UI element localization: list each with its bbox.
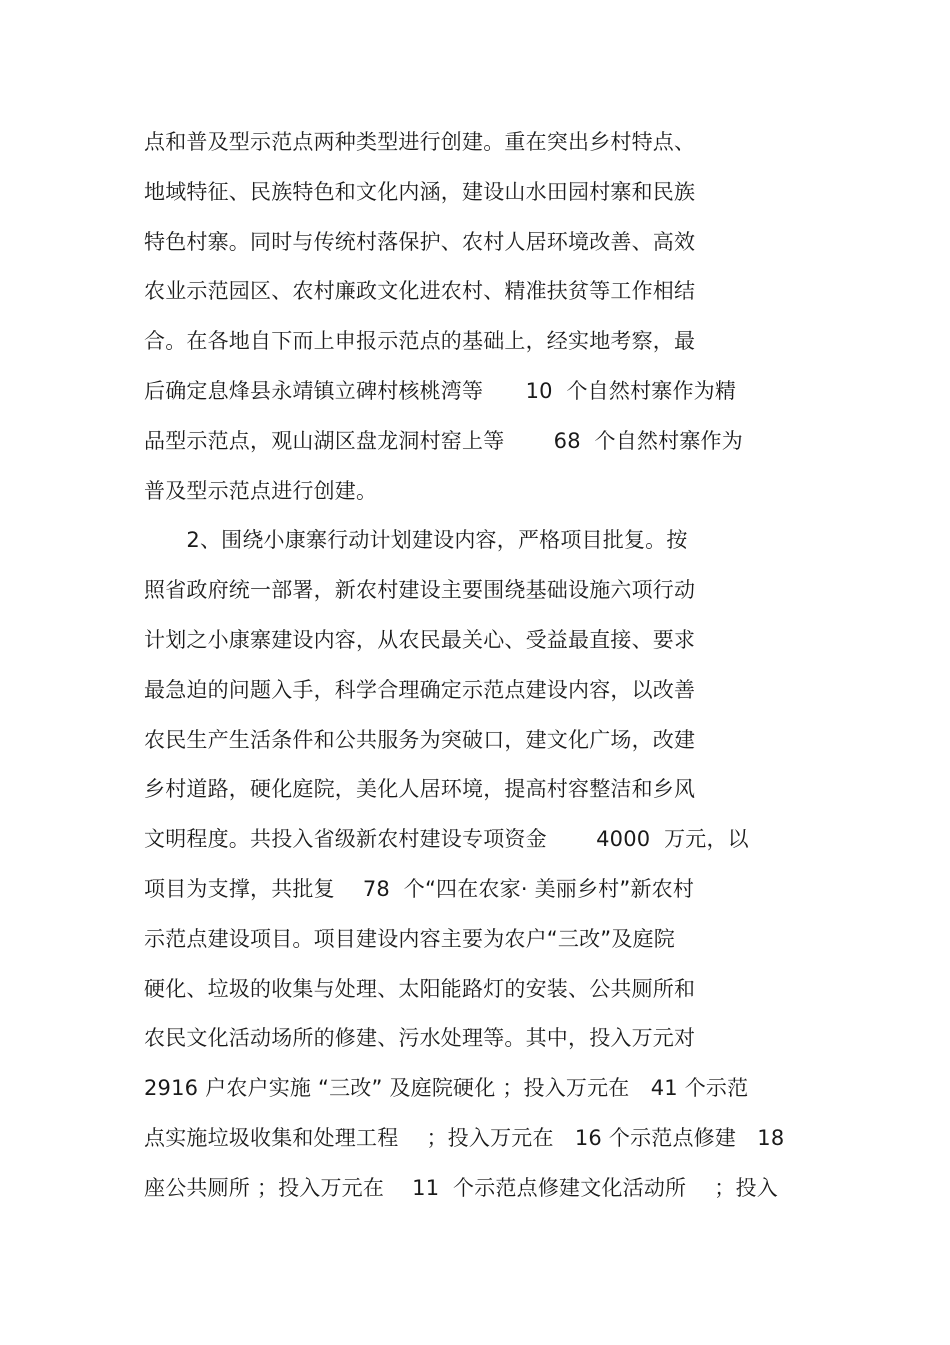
text-line: 点实施垃圾收集和处理工程 ；投入万元在 16 个示范点修建 18 (144, 1125, 785, 1150)
text-line: 农民文化活动场所的修建、污水处理等。其中，投入万元对 (144, 1026, 696, 1051)
document-body (144, 121, 824, 1217)
text-line: 合。在各地自下而上申报示范点的基础上，经实地考察，最 (144, 329, 696, 354)
text-line: 硬化、垃圾的收集与处理、太阳能路灯的安装、公共厕所和 (144, 976, 696, 1001)
text-line: 农业示范园区、农村廉政文化进农村、精准扶贫等工作相结 (144, 279, 696, 304)
text-line: 品型示范点，观山湖区盘龙洞村窑上等 68 个自然村寨作为 (144, 428, 743, 453)
text-line: 示范点建设项目。项目建设内容主要为农户“三改”及庭院 (144, 926, 675, 951)
text-line: 计划之小康寨建设内容，从农民最关心、受益最直接、要求 (144, 627, 696, 652)
text-line: 项目为支撑，共批复 78 个“四在农家· 美丽乡村”新农村 (144, 876, 695, 901)
text-line: 地域特征、民族特色和文化内涵，建设山水田园村寨和民族 (144, 179, 696, 204)
text-line: 特色村寨。同时与传统村落保护、农村人居环境改善、高效 (144, 229, 696, 254)
text-line: 文明程度。共投入省级新农村建设专项资金 4000 万元，以 (144, 827, 749, 852)
text-line: 普及型示范点进行创建。 (144, 478, 378, 503)
text-line: 最急迫的问题入手，科学合理确定示范点建设内容，以改善 (144, 677, 696, 702)
text-line: 后确定息烽县永靖镇立碑村核桃湾等 10 个自然村寨作为精 (144, 378, 737, 403)
text-line: 照省政府统一部署，新农村建设主要围绕基础设施六项行动 (144, 578, 696, 603)
text-line: 乡村道路，硬化庭院，美化人居环境，提高村容整洁和乡风 (144, 777, 696, 802)
text-line: 农民生产生活条件和公共服务为突破口，建文化广场，改建 (144, 727, 696, 752)
text-line: 点和普及型示范点两种类型进行创建。重在突出乡村特点、 (144, 130, 696, 154)
text-line: 2916 户农户实施 “三改” 及庭院硬化 ；投入万元在 41 个示范 (144, 1076, 749, 1101)
text-line: 座公共厕所 ；投入万元在 11 个示范点修建文化活动所 ；投入 (144, 1175, 778, 1200)
text-line: 2、围绕小康寨行动计划建设内容，严格项目批复。按 (144, 528, 688, 553)
